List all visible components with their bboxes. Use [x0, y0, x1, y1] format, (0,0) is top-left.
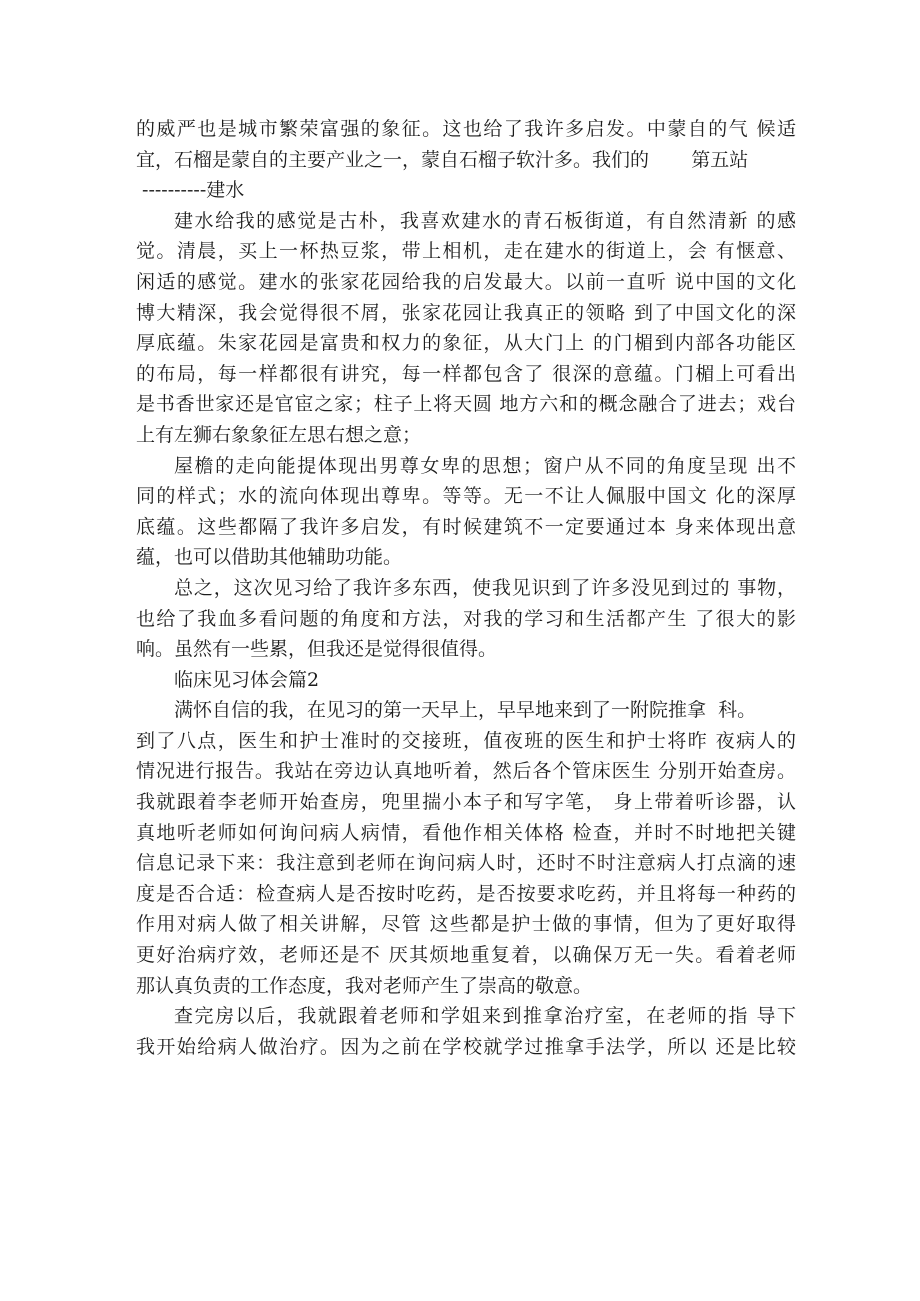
text-line: 我就跟着李老师开始查房，兜里揣小本子和写字笔， 身上带着听诊器，认 [136, 791, 796, 814]
text-line: 总之，这次见习给了我许多东西，使我见识到了许多没见到过的 事物， [174, 576, 796, 599]
text-line: 那认真负责的工作态度，我对老师产生了崇高的敬意。 [136, 974, 593, 997]
text-line: 临床见习体会篇2 [174, 668, 320, 691]
document-body [136, 114, 796, 1062]
text-line: 是书香世家还是官宦之家；柱子上将天圆 地方六和的概念融合了进去；戏台 [136, 393, 796, 416]
text-line: 博大精深，我会觉得很不屑，张家花园让我真正的领略 到了中国文化的深 [136, 301, 796, 324]
text-line: 建水给我的感觉是古朴，我喜欢建水的青石板街道，有自然清新 的感 [174, 209, 796, 232]
text-line: 同的样式；水的流向体现出尊卑。等等。无一不让人佩服中国文 化的深厚 [136, 485, 796, 508]
text-line: 信息记录下来：我注意到老师在询问病人时，还时不时注意病人打点滴的速 [136, 852, 796, 875]
text-line: 底蕴。这些都隔了我许多启发，有时候建筑不一定要通过本 身来体现出意 [136, 515, 796, 538]
text-line: 闲适的感觉。建水的张家花园给我的启发最大。以前一直听 说中国的文化 [136, 270, 796, 293]
text-line: 宜，石榴是蒙自的主要产业之一，蒙自石榴子软汁多。我们的 第五站 [136, 148, 749, 171]
text-line: 满怀自信的我，在见习的第一天早上，早早地来到了一附院推拿 科。 [174, 699, 757, 722]
text-line: 觉。清晨，买上一杯热豆浆，带上相机，走在建水的街道上，会 有惬意、 [136, 240, 796, 263]
text-line: 蕴，也可以借助其他辅助功能。 [136, 546, 403, 569]
text-line: 的威严也是城市繁荣富强的象征。这也给了我许多启发。中蒙自的气 候适 [136, 118, 796, 140]
text-line: 厚底蕴。朱家花园是富贵和权力的象征，从大门上 的门楣到内部各功能区 [136, 332, 796, 355]
text-line: 响。虽然有一些累，但我还是觉得很值得。 [136, 638, 498, 661]
text-line: 我开始给病人做治疗。因为之前在学校就学过推拿手法学，所以 还是比较 [136, 1035, 796, 1058]
text-line: 真地听老师如何询问病人病情，看他作相关体格 检查，并时不时地把关键 [136, 821, 796, 844]
text-line: 作用对病人做了相关讲解，尽管 这些都是护士做的事情，但为了更好取得 [136, 913, 796, 936]
text-line: 也给了我血多看问题的角度和方法，对我的学习和生活都产生 了很大的影 [136, 607, 796, 630]
text-line: 的布局，每一样都很有讲究，每一样都包含了 很深的意蕴。门楣上可看出 [136, 362, 796, 385]
text-line: 查完房以后，我就跟着老师和学姐来到推拿治疗室，在老师的指 导下 [174, 1005, 796, 1028]
text-line: 上有左狮右象象征左思右想之意； [136, 423, 422, 446]
text-line: ----------建水 [136, 179, 245, 202]
text-line: 屋檐的走向能提体现出男尊女卑的思想；窗户从不同的角度呈现 出不 [174, 454, 796, 477]
text-line: 更好治病疗效，老师还是不 厌其烦地重复着，以确保万无一失。看着老师 [136, 944, 796, 967]
text-line: 度是否合适：检查病人是否按时吃药，是否按要求吃药，并且将每一种药的 [136, 882, 796, 905]
text-line: 情况进行报告。我站在旁边认真地听着，然后各个管床医生 分别开始查房。 [136, 760, 796, 783]
text-line: 到了八点，医生和护士准时的交接班，值夜班的医生和护士将昨 夜病人的 [136, 729, 796, 752]
